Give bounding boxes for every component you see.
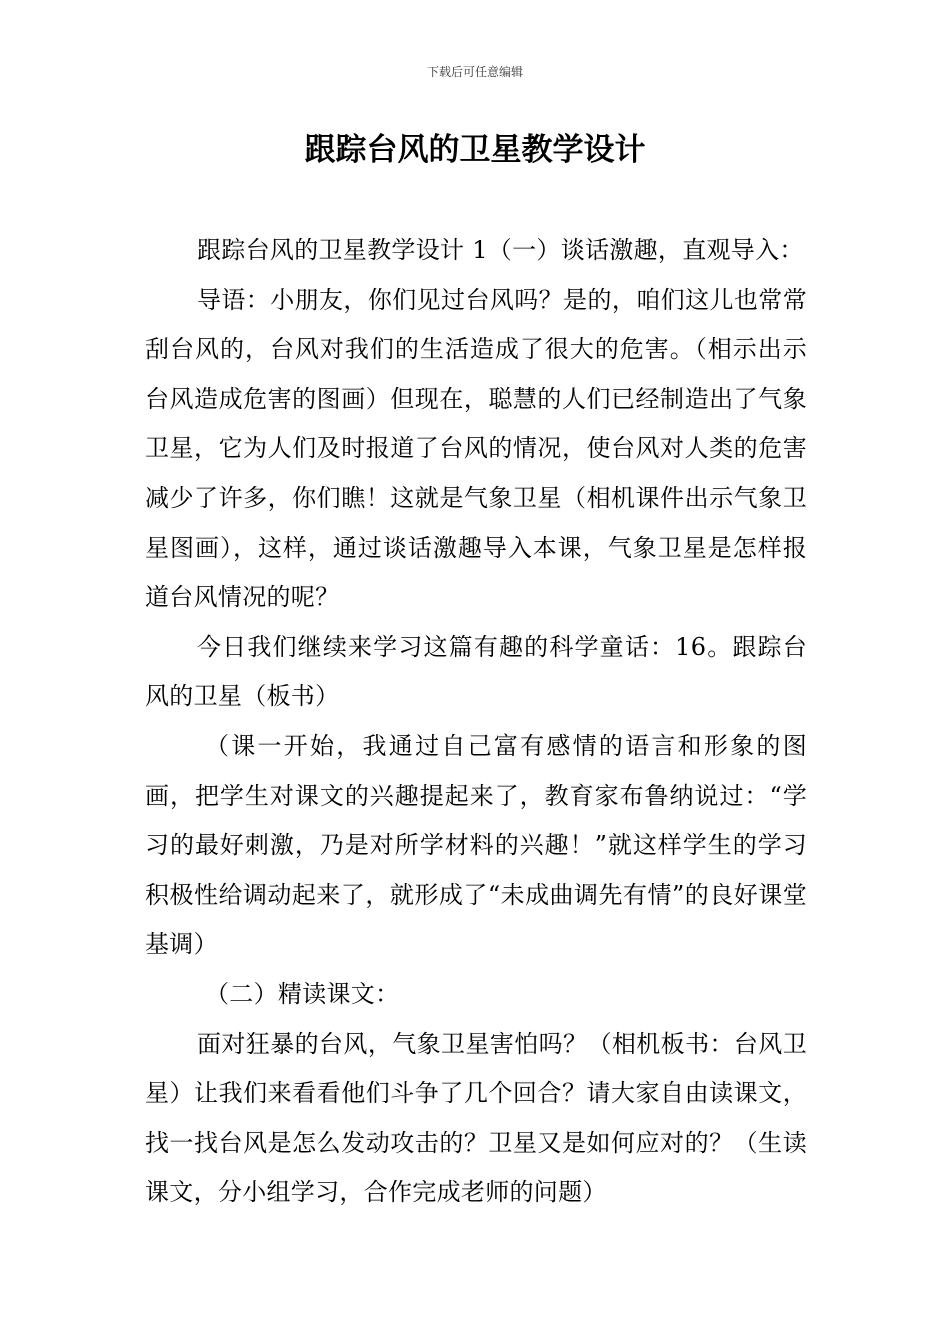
paragraph-close-reading: 面对狂暴的台风，气象卫星害怕吗？（相机板书：台风卫星）让我们来看看他们斗争了几个回合？请大家自由读课文，找一找台风是怎么发动攻击的？卫星又是如何应对的？（生读课文，分小组学习，合作完成老师的问题） (145, 1029, 807, 1207)
paragraph-intro-heading: 跟踪台风的卫星教学设计 1（一）谈话激趣，直观导入： (197, 236, 804, 264)
document-title: 跟踪台风的卫星教学设计 (304, 132, 646, 168)
paragraph-reflection: （课一开始，我通过自己富有感情的语言和形象的图画，把学生对课文的兴趣提起来了，教育家布鲁纳说过：“学习的最好刺激，乃是对所学材料的兴趣！”就这样学生的学习积极性给调动起来了，就形成了“未成曲调先有情”的良好课堂基调） (145, 731, 807, 959)
document-body (145, 226, 807, 1218)
paragraph-lead-in: 导语：小朋友，你们见过台风吗？是的，咱们这儿也常常刮台风的，台风对我们的生活造成了很大的危害。（相示出示台风造成危害的图画）但现在，聪慧的人们已经制造出了气象卫星，它为人们及时报道了台风的情况，使台风对人类的危害减少了许多，你们瞧！这就是气象卫星（相机课件出示气象卫星图画），这样，通过谈话激趣导入本课，气象卫星是怎样报道台风情况的呢？ (145, 285, 807, 612)
page-header-note: 下载后可任意编辑 (426, 65, 523, 79)
paragraph-section-two-heading: （二）精读课文： (205, 979, 400, 1008)
paragraph-today: 今日我们继续来学习这篇有趣的科学童话：16。跟踪台风的卫星（板书） (145, 632, 807, 711)
